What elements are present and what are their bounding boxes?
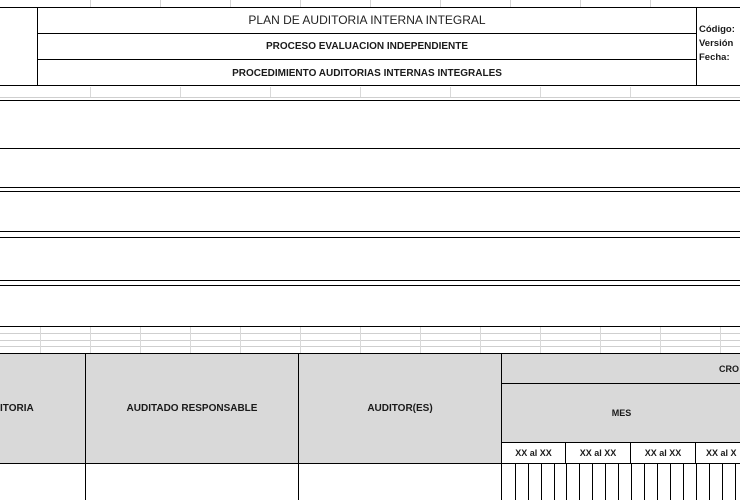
week-column-header: XX al XX [566,443,631,463]
grid-columns [0,87,740,97]
version-label: Versión [699,38,734,49]
rule-line [0,187,740,188]
col-header-auditoria: ITORIA [0,354,86,463]
col-header-auditores: AUDITOR(ES) [299,354,502,463]
col-header-auditado-responsable: AUDITADO RESPONSABLE [86,354,299,463]
fecha-label: Fecha: [699,52,730,63]
rule-line [0,191,740,192]
col-header-cronograma: CRO [502,354,740,384]
week-column-header: XX al XX [631,443,696,463]
table-cell[interactable] [299,464,502,500]
week-column-header: XX al XX [502,443,566,463]
plan-title: PLAN DE AUDITORIA INTERNA INTEGRAL [38,7,696,34]
rule-line [0,100,740,101]
rule-line [0,237,740,238]
grid-row [0,97,740,98]
rule-line [0,285,740,286]
grid-columns [0,327,740,353]
table-cell[interactable] [86,464,299,500]
process-title: PROCESO EVALUACION INDEPENDIENTE [38,34,696,60]
rule-line [0,148,740,149]
rule-line [0,280,740,281]
document-meta-cell [696,7,740,86]
rule-line [0,231,740,232]
day-cells [502,464,740,500]
table-row [0,464,740,500]
table-cell[interactable] [0,464,86,500]
procedure-title: PROCEDIMIENTO AUDITORIAS INTERNAS INTEGRALES [232,67,502,79]
week-column-header: XX al X [696,443,740,463]
codigo-label: Código: [699,24,735,35]
logo-cell [0,7,38,86]
mes-header: MES [502,384,740,443]
